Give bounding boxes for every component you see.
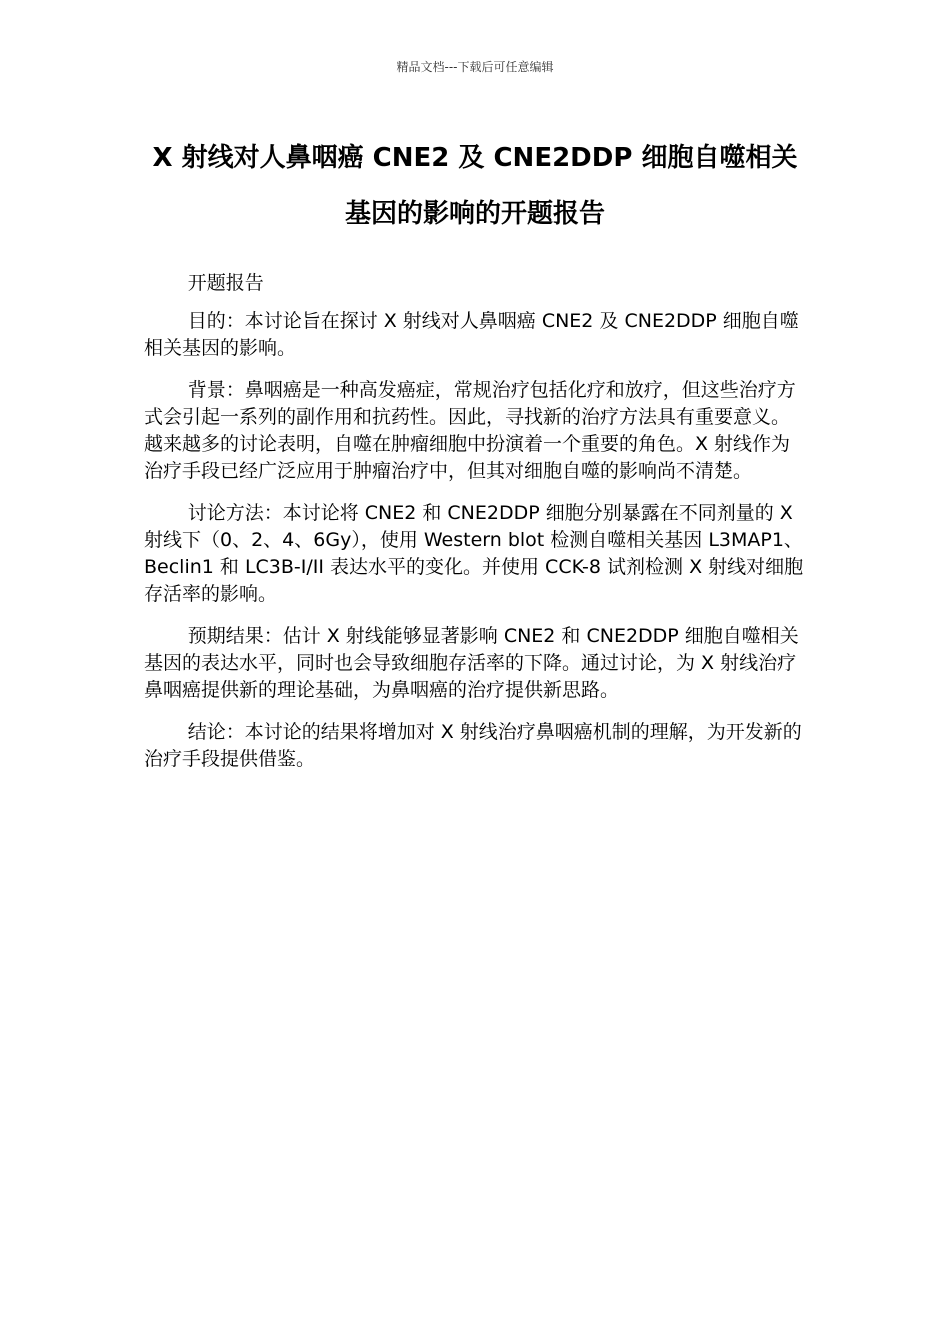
paragraph-purpose: 目的：本讨论旨在探讨 X 射线对人鼻咽癌 CNE2 及 CNE2DDP 细胞自噬相关基因的影响。 <box>144 310 799 359</box>
header-note: 精品文档---下载后可任意编辑 <box>396 60 554 74</box>
paragraph-conclusion: 结论：本讨论的结果将增加对 X 射线治疗鼻咽癌机制的理解，为开发新的治疗手段提供借鉴。 <box>144 721 802 770</box>
paragraph-methods: 讨论方法：本讨论将 CNE2 和 CNE2DDP 细胞分别暴露在不同剂量的 X 射线下（0、2、4、6Gy），使用 Western blot 检测自噬相关基因 L3MAP1、Beclin1 和 LC3B-I/II 表达水平的变化。并使用 CCK-8 试剂检测 X 射线对细胞存活率的影响。 <box>144 502 804 605</box>
document-body <box>144 270 808 788</box>
paragraph-background: 背景：鼻咽癌是一种高发癌症，常规治疗包括化疗和放疗，但这些治疗方式会引起一系列的副作用和抗药性。因此，寻找新的治疗方法具有重要意义。越来越多的讨论表明，自噬在肿瘤细胞中扮演着一个重要的角色。X 射线作为治疗手段已经广泛应用于肿瘤治疗中，但其对细胞自噬的影响尚不清楚。 <box>144 379 796 482</box>
section-label: 开题报告 <box>187 272 264 294</box>
document-title: X 射线对人鼻咽癌 CNE2 及 CNE2DDP 细胞自噬相关基因的影响的开题报告 <box>152 143 798 229</box>
paragraph-expected-results: 预期结果：估计 X 射线能够显著影响 CNE2 和 CNE2DDP 细胞自噬相关基因的表达水平，同时也会导致细胞存活率的下降。通过讨论，为 X 射线治疗鼻咽癌提供新的理论基础，为鼻咽癌的治疗提供新思路。 <box>144 625 799 701</box>
